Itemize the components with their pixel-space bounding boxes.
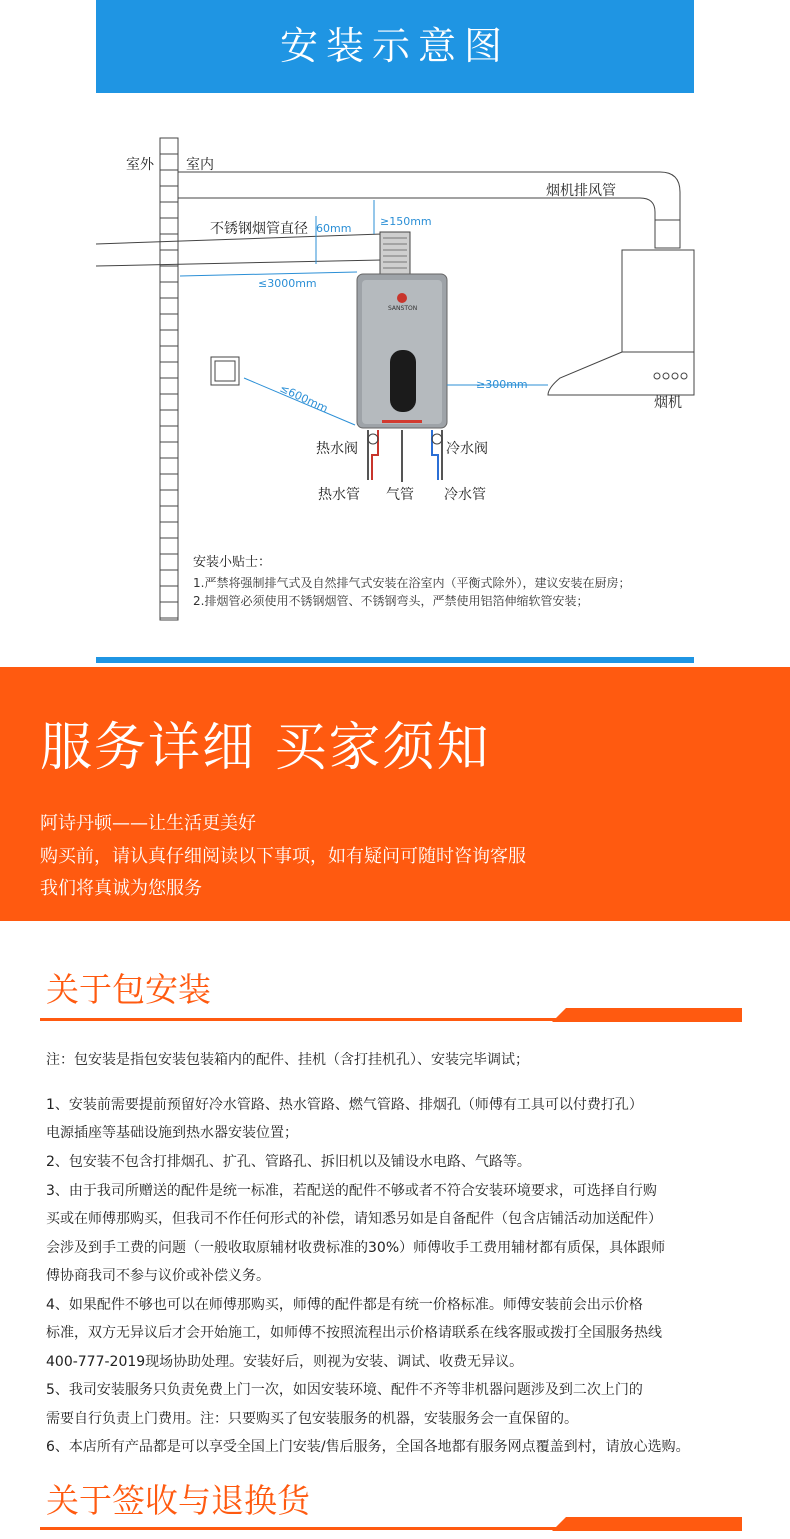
install-term-line: 电源插座等基础设施到热水器安装位置； [46, 1125, 298, 1141]
install-term-line: 标准，双方无异议后才会开始施工，如师傅不按照流程出示价格请联系在线客服或拨打全国服务热线 [46, 1325, 662, 1341]
tips-item: 1.严禁将强制排气式及自然排气式安装在浴室内（平衡式除外），建议安装在厨房； [193, 576, 631, 590]
install-term-line: 5、我司安装服务只负责免费上门一次，如因安装环境、配件不齐等非机器问题涉及到二次上门的 [46, 1382, 643, 1398]
install-tips [193, 554, 630, 610]
label-gas-pipe: 气管 [386, 487, 414, 503]
divider-line [96, 657, 694, 663]
installation-diagram [0, 120, 790, 650]
install-term-line: 2、包安装不包含打排烟孔、扩孔、管路孔、拆旧机以及铺设水电路、气路等。 [46, 1154, 531, 1170]
section-install-title: 关于包安装 [46, 970, 211, 1009]
install-term-line: 3、由于我司所赠送的配件是统一标准，若配送的配件不够或者不符合安装环境要求，可选择自行购 [46, 1183, 657, 1199]
install-term-line: 400-777-2019现场协助处理。安装好后，则视为安装、调试、收费无异议。 [46, 1354, 524, 1370]
install-term-line: 买或在师傅那购买，但我司不作任何形式的补偿，请知悉另如是自备配件（包含店铺活动加送配件） [46, 1211, 662, 1227]
diagram-title-banner [96, 0, 694, 93]
label-hood-distance: ≥300mm [476, 378, 528, 391]
service-line: 购买前，请认真仔细阅读以下事项，如有疑问可随时咨询客服 [40, 846, 526, 867]
label-cold-pipe: 冷水管 [444, 487, 486, 503]
label-clearance-top: ≥150mm [380, 215, 432, 228]
diagram-title: 安装示意图 [279, 24, 510, 68]
section-receipt-bar [40, 1517, 742, 1531]
install-term-line: 会涉及到手工费的问题（一般收取原辅材收费标准的30%）师傅收手工费用辅材都有质保，具体跟师 [46, 1240, 666, 1256]
water-heater [357, 274, 447, 428]
install-term-line: 6、本店所有产品都是可以享受全国上门安装/售后服务，全国各地都有服务网点覆盖到村，请放心选购。 [46, 1439, 690, 1455]
section-install-bar [40, 1008, 742, 1022]
service-banner [0, 667, 790, 921]
install-note: 注：包安装是指包安装包装箱内的配件、挂机（含打挂机孔）、安装完毕调试； [46, 1052, 529, 1068]
install-term-line: 1、安装前需要提前预留好冷水管路、热水管路、燃气管路、排烟孔（师傅有工具可以付费打孔） [46, 1097, 643, 1113]
install-term-line: 傅协商我司不参与议价或补偿义务。 [46, 1268, 270, 1284]
install-term-line: 需要自行负责上门费用。注：只要购买了包安装服务的机器，安装服务会一直保留的。 [46, 1411, 578, 1427]
tips-item: 2.排烟管必须使用不锈钢烟管、不锈钢弯头，严禁使用铝箔伸缩软管安装； [193, 594, 589, 608]
service-headline: 服务详细 买家须知 [40, 718, 491, 778]
flue-pipe [96, 232, 410, 274]
label-hot-valve: 热水阀 [316, 441, 358, 457]
label-diameter-mm: 60mm [316, 222, 352, 235]
label-socket-distance: ≤600mm [277, 381, 330, 416]
heater-brand-logo: SANSTON [388, 305, 418, 312]
label-flue-diameter: 不锈钢烟管直径 [210, 221, 308, 237]
brick-wall [160, 138, 178, 620]
label-hot-pipe: 热水管 [318, 487, 360, 503]
tips-heading: 安装小贴士： [193, 555, 272, 570]
label-max-horizontal: ≤3000mm [258, 277, 317, 290]
label-outdoor: 室外 [126, 157, 154, 173]
service-line: 阿诗丹顿——让生活更美好 [40, 813, 256, 834]
label-range-hood: 烟机 [654, 395, 682, 411]
range-hood-drawing [548, 250, 694, 395]
heater-pipes [368, 430, 442, 482]
section-receipt-title: 关于签收与退换货 [46, 1481, 310, 1520]
label-cold-valve: 冷水阀 [446, 441, 488, 457]
label-hood-exhaust-pipe: 烟机排风管 [546, 183, 616, 199]
power-socket [211, 357, 239, 385]
install-term-line: 4、如果配件不够也可以在师傅那购买，师傅的配件都是有统一价格标准。师傅安装前会出示价格 [46, 1297, 643, 1313]
label-indoor: 室内 [186, 157, 214, 173]
service-line: 我们将真诚为您服务 [40, 878, 202, 899]
